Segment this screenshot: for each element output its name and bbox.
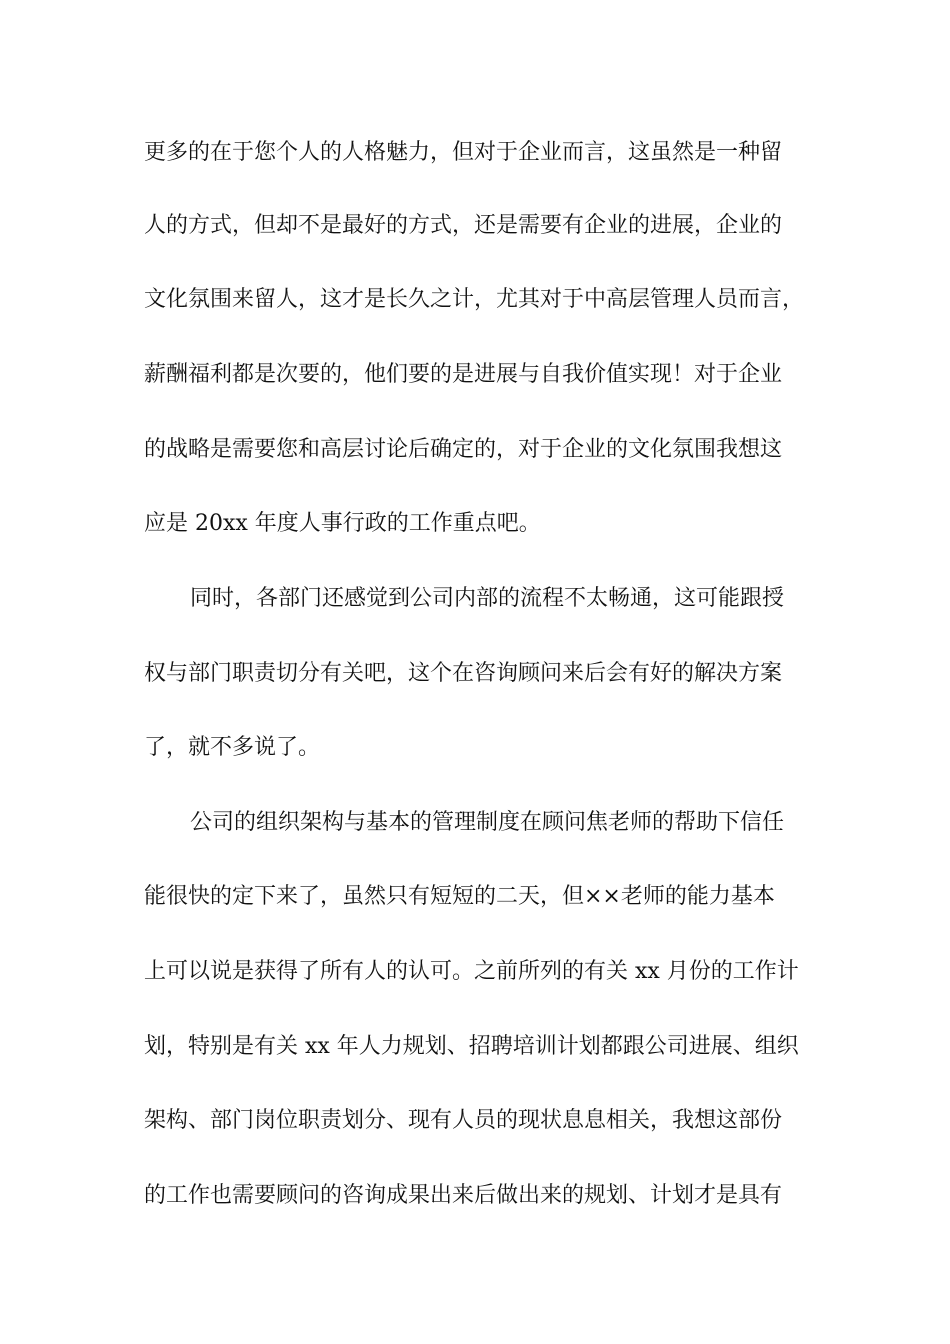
paragraph-line: 能很快的定下来了，虽然只有短短的二天，但××老师的能力基本	[144, 884, 775, 909]
paragraph-line: 上可以说是获得了所有人的认可。之前所列的有关 xx 月份的工作计	[144, 959, 799, 984]
paragraph-line: 薪酬福利都是次要的，他们要的是进展与自我价值实现！对于企业	[144, 362, 783, 387]
paragraph-line: 了，就不多说了。	[144, 735, 321, 760]
paragraph-line: 文化氛围来留人，这才是长久之计，尤其对于中高层管理人员而言，	[144, 287, 805, 312]
paragraph-line: 人的方式，但却不是最好的方式，还是需要有企业的进展，企业的	[144, 213, 783, 238]
paragraph-line: 权与部门职责切分有关吧，这个在咨询顾问来后会有好的解决方案	[144, 661, 783, 686]
paragraph-line: 公司的组织架构与基本的管理制度在顾问焦老师的帮助下信任	[190, 810, 785, 835]
paragraph-line: 同时，各部门还感觉到公司内部的流程不太畅通，这可能跟授	[190, 586, 785, 611]
paragraph-line: 架构、部门岗位职责划分、现有人员的现状息息相关，我想这部份	[144, 1108, 783, 1133]
paragraph-line: 的工作也需要顾问的咨询成果出来后做出来的规划、计划才是具有	[144, 1183, 783, 1208]
paragraph-line: 更多的在于您个人的人格魅力，但对于企业而言，这虽然是一种留	[144, 140, 783, 165]
paragraph-line: 的战略是需要您和高层讨论后确定的，对于企业的文化氛围我想这	[144, 437, 783, 462]
paragraph-line: 划，特别是有关 xx 年人力规划、招聘培训计划都跟公司进展、组织	[144, 1034, 799, 1059]
paragraph-line: 应是 20xx 年度人事行政的工作重点吧。	[144, 511, 541, 536]
